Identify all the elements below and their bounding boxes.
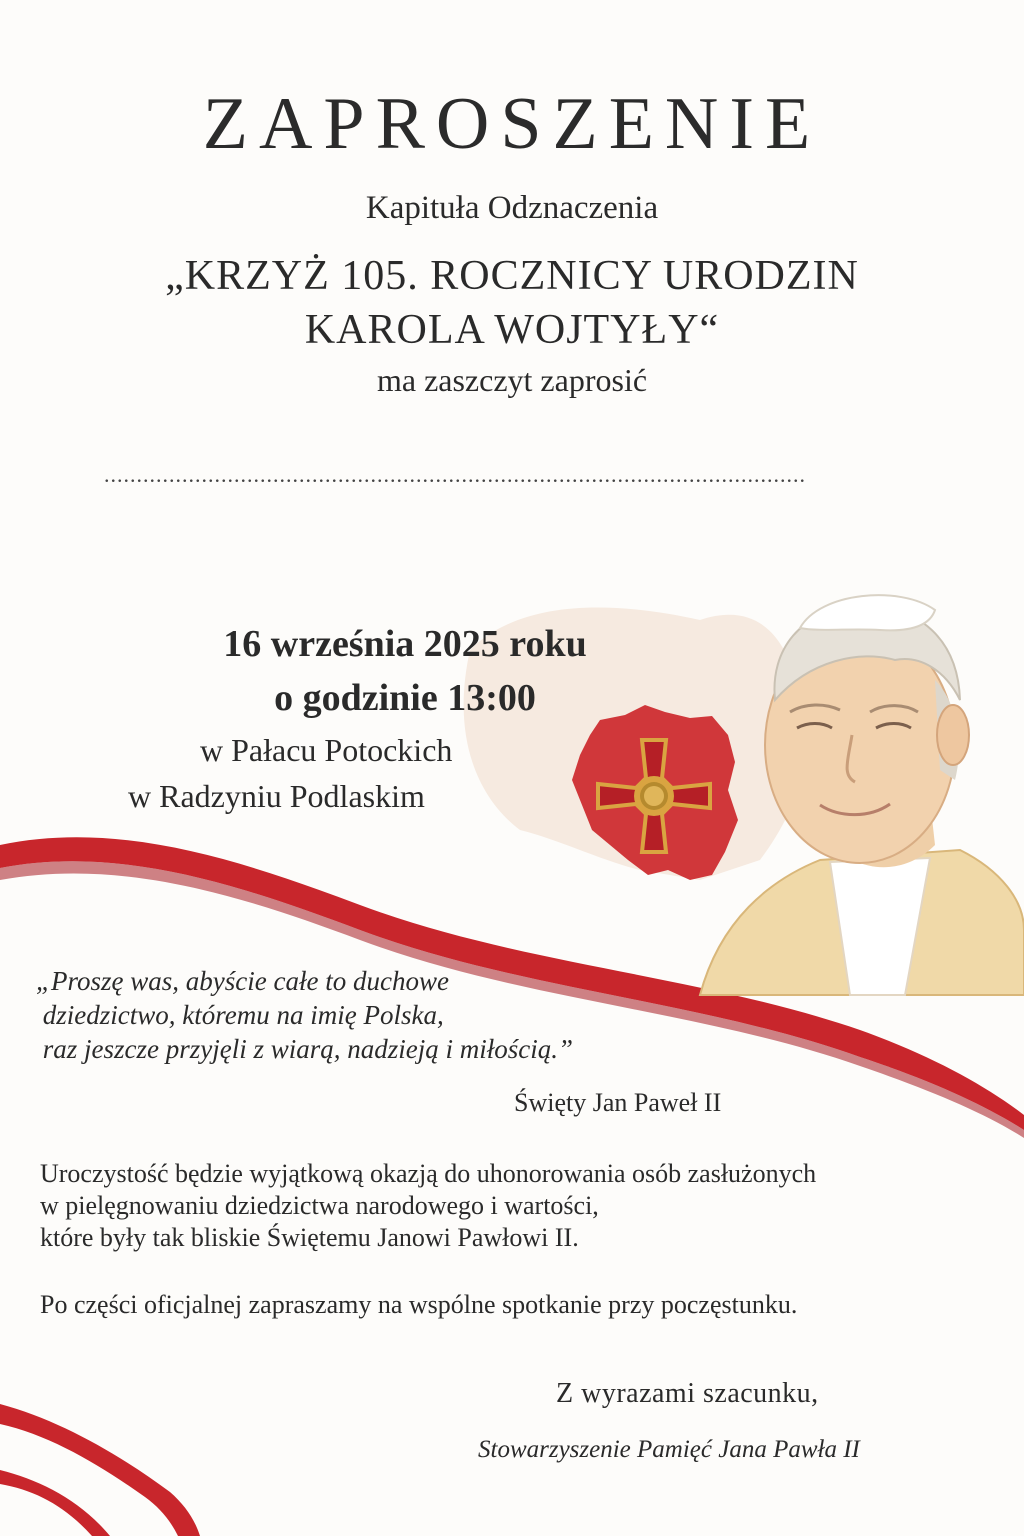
body-paragraph-2: Po części oficjalnej zapraszamy na wspólne spotkanie przy poczęstunku. — [40, 1290, 798, 1319]
guest-name-placeholder: ............................................................................................................ — [104, 462, 806, 487]
award-name-line-1: „KRZYŻ 105. ROCZNICY URODZIN — [165, 253, 859, 299]
closing-signature: Stowarzyszenie Pamięć Jana Pawła II — [478, 1436, 860, 1463]
invite-phrase: ma zaszczyt zaprosić — [376, 362, 648, 398]
event-date: 16 września 2025 roku — [223, 623, 587, 665]
event-time: o godzinie 13:00 — [274, 677, 536, 719]
quote-author: Święty Jan Paweł II — [514, 1088, 722, 1117]
closing-regards: Z wyrazami szacunku, — [556, 1378, 819, 1409]
event-place-line-1: w Pałacu Potockich — [200, 732, 453, 768]
award-name-line-2: KAROLA WOJTYŁY“ — [304, 307, 720, 353]
quote-text: „Proszę was, abyście całe to duchowe dziedzictwo, któremu na imię Polska, raz jeszcze przyjęli z wiarą, nadzieją i miłością.” — [36, 966, 574, 1064]
event-place-line-2: w Radzyniu Podlaskim — [128, 778, 425, 814]
ribbon-lower — [0, 1404, 200, 1536]
chapter-name: Kapituła Odznaczenia — [365, 190, 659, 226]
ribbon-lower-inner — [0, 1470, 110, 1536]
body-paragraph-1: Uroczystość będzie wyjątkową okazją do uhonorowania osób zasłużonych w pielęgnowaniu dziedzictwa narodowego i wartości, które były tak bliskie Świętemu Janowi Pawłowi II. — [40, 1159, 817, 1252]
invitation-title: ZAPROSZENIE — [202, 83, 822, 165]
